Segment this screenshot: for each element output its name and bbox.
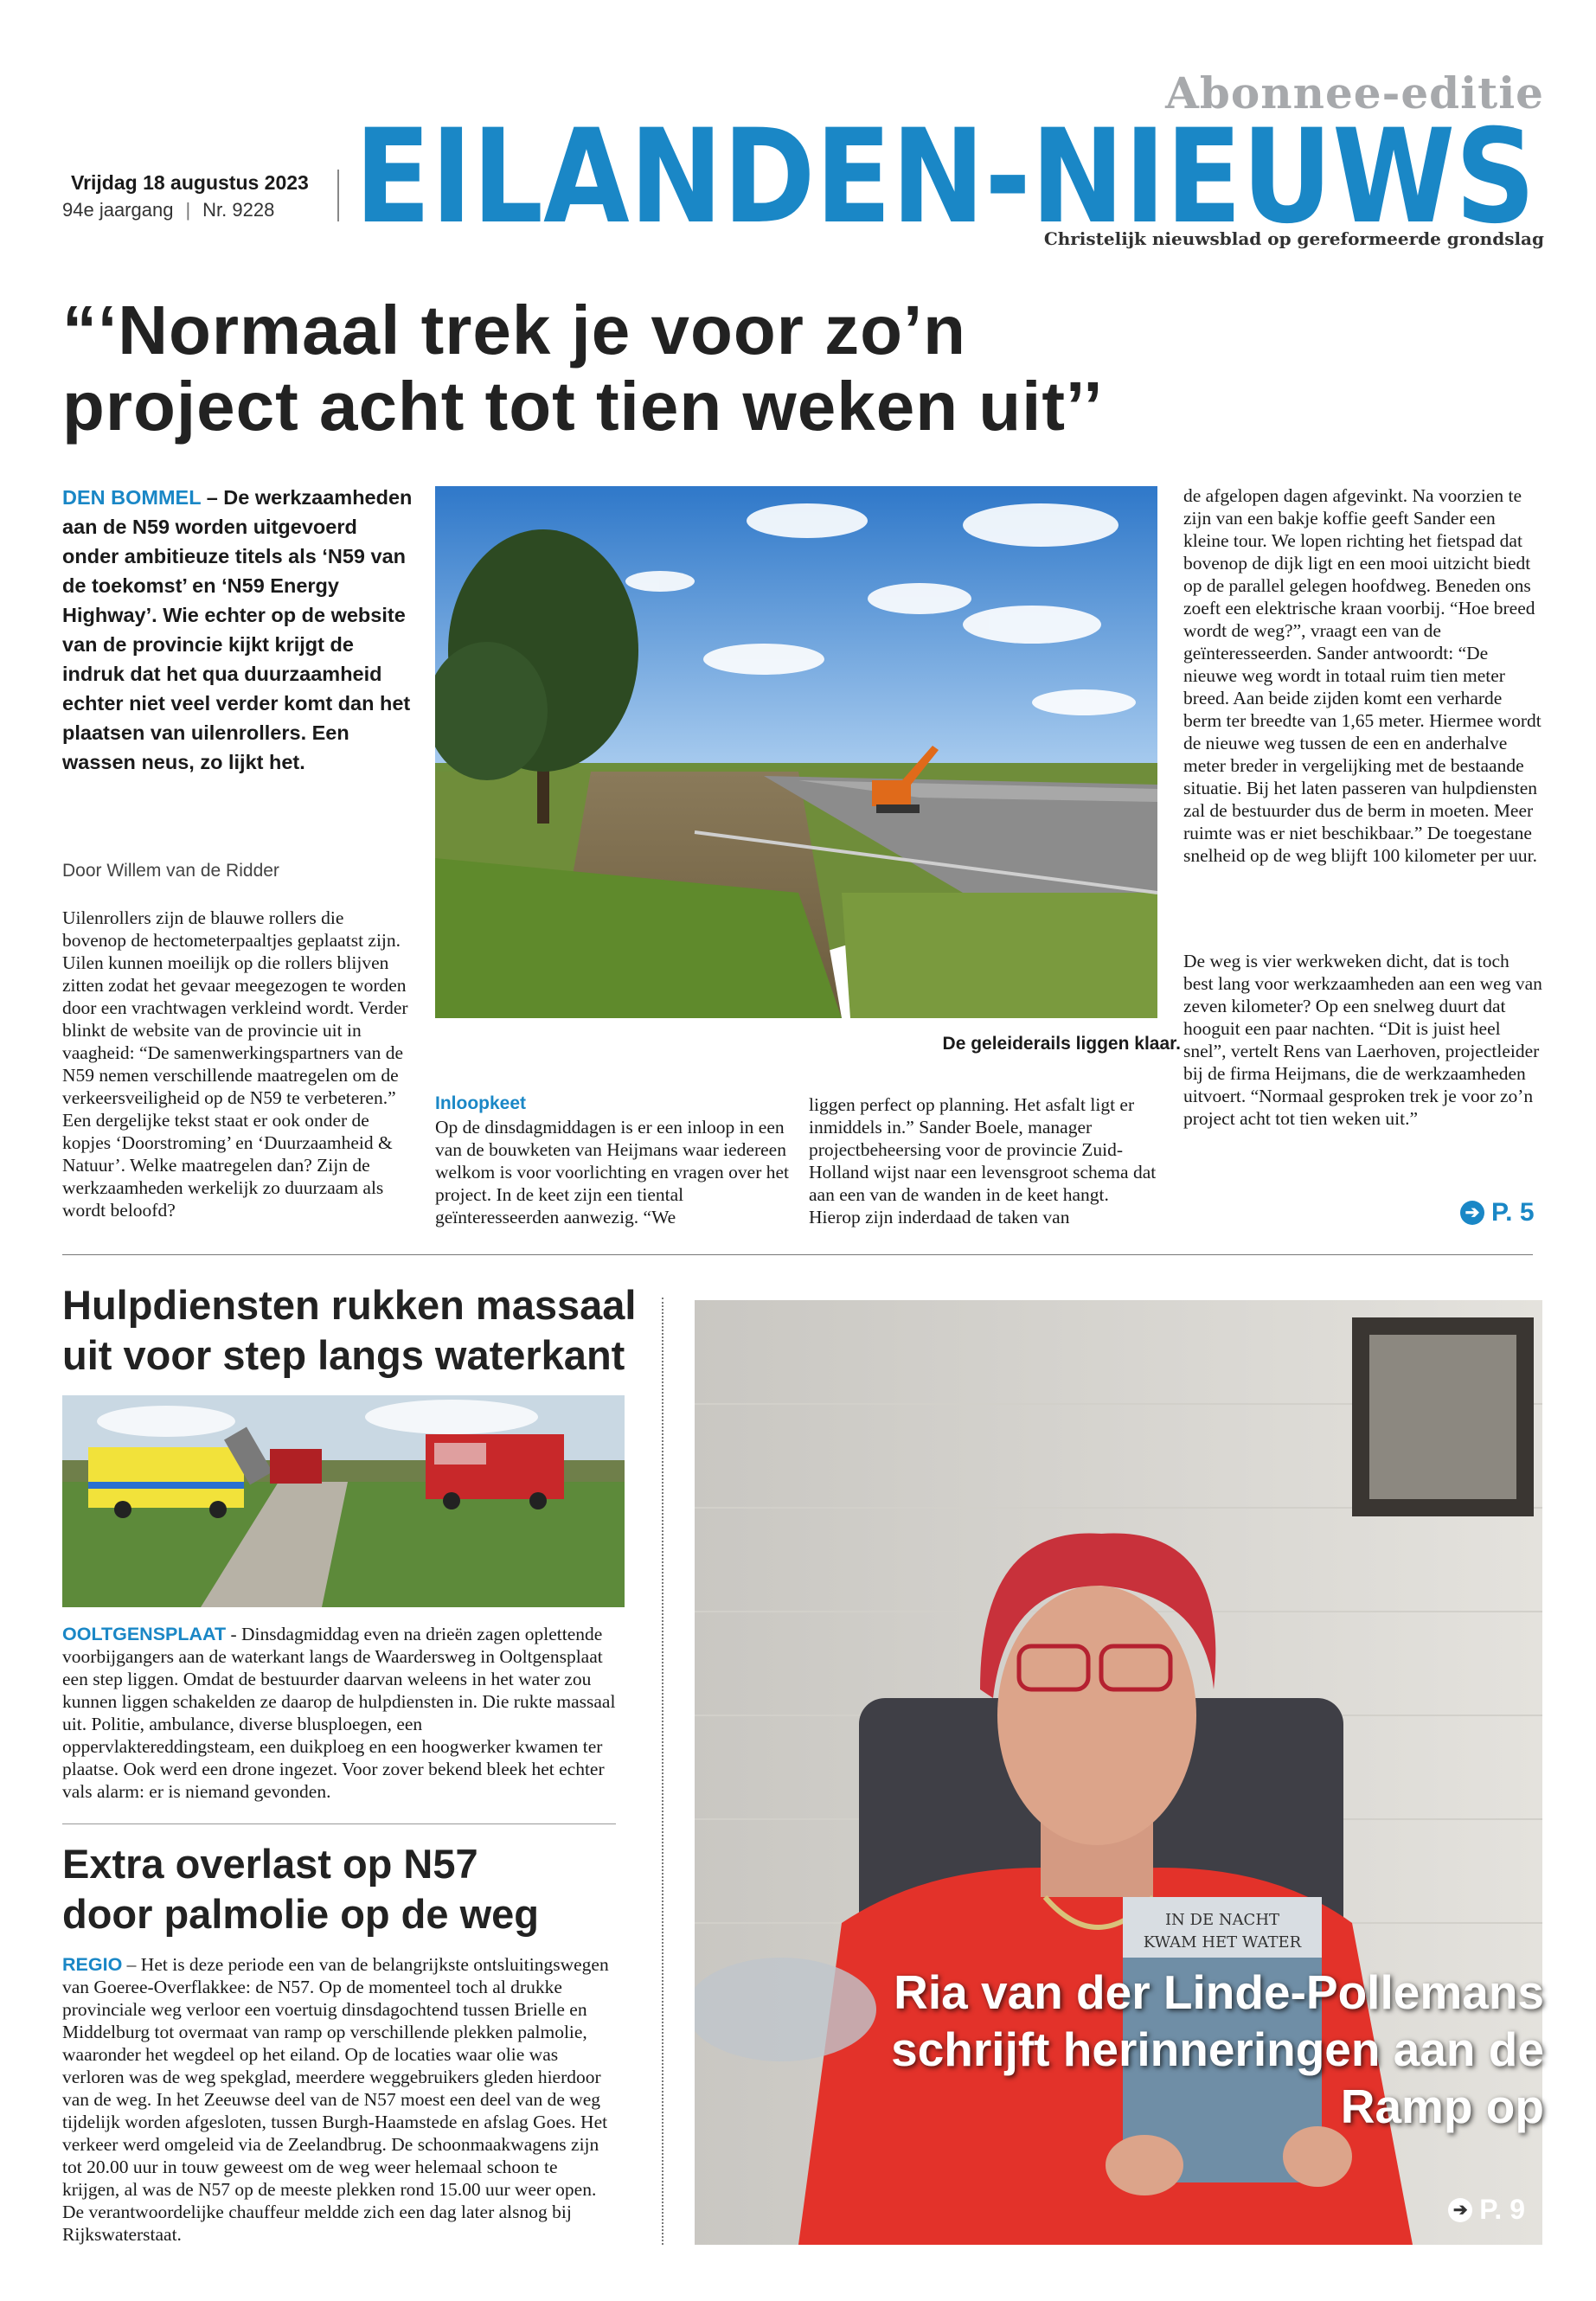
tagline: Christelijk nieuwsblad op gereformeerde grondslag [1043,228,1544,249]
feature-headline-line2: schrijft herinneringen aan de [891,2022,1544,2076]
feature-page-ref: P. 9 [1479,2194,1525,2225]
lead-column-4b: De weg is vier werkweken dicht, dat is toch best lang voor werkzaamheden aan een weg van zeven kilometer? Op een snelweg duurt dat hooguit een paar nachten. “Dit is juist heel snel”, vertelt Rens van Laerhoven, projectleider bij de firma Heijmans, die de werkzaamheden uitvoert. “Normaal gesproken trek je voor zo’n project acht tot tien weken uit.” [1183,951,1542,1129]
lead-intro-text: – De werkzaamheden aan de N59 worden uitgevoerd onder ambitieuze titels als ‘N59 van de toekomst’ en ‘N59 Energy Highway’. Wie echter op de website van de provincie kijkt krijgt de indruk dat het qua duurzaamheid echter niet veel verder komt dan het plaatsen van uilenrollers. Een wassen neus, zo lijkt het. [62,486,413,773]
article3-text: – Het is deze periode een van de belangrijkste ontsluitingswegen van Goeree-Overflakkee: de N57. Op de momenteel toch al drukke provinciale weg verloor een voertuig dinsdagochtend tussen Brielle en Middelburg tot overmaat van ramp op verschillende plekken palmolie, waaronder het wegdeel op het eiland. Op de locaties waar olie was verloren was de weg spekglad, meerdere weggebruikers gleden hierdoor van de weg. In het Zeeuwse deel van de N57 moest een deel van de weg tijdelijk worden afgesloten, tussen Burgh-Haamstede en afslag Goes. Het verkeer werd omgeleid via de Zeelandbrug. De schoonmaakwagens zijn tot 20.00 uur in touw geweest om de weg weer helemaal schoon te krijgen, al was de N57 op de meeste plekken rond 15.00 uur weer open. De verantwoordelijke chauffeur meldde zich een dag later alsnog bij Rijkswaterstaat. [62,1954,609,2245]
issue-info: 94e jaargang | Nr. 9228 [62,199,275,221]
article3-body [62,1953,616,2246]
feature-headline-line3: Ramp op [1340,2080,1544,2133]
article2-text: - Dinsdagmiddag even na drieën zagen oplettende voorbijgangers aan de waterkant langs de Waardersweg in Ooltgensplaat een step liggen. Omdat de bestuurder daarvan weleens in het water zou kunnen liggen schakelden ze daarop de hulpdiensten in. Die rukte massaal uit. Politie, ambulance, diverse blusploegen, een oppervlaktereddingsteam, een duikploeg en een hoogwerker kwamen ter plaatse. Ook werd een drone ingezet. Voor zover bekend bleek het echter vals alarm: er is niemand gevonden. [62,1624,616,1802]
article3-headline-line2: door palmolie op de weg [62,1891,539,1937]
lead-continue-link[interactable] [1460,1198,1535,1227]
arrow-right-icon: ➔ [1460,1201,1484,1225]
column-divider [662,1298,663,2245]
lead-column-2: Op de dinsdagmiddagen is er een inloop in een van de bouwketen van Heijmans waar iedereen welkom is voor voorlichting en vragen over het project. In de keet zijn een tiental geïnteresseerden aanwezig. “We [435,1117,789,1227]
subhead-inloopkeet: Inloopkeet [435,1093,527,1113]
road-construction-photo [435,486,1157,1018]
volume: 94e jaargang [62,199,174,221]
article2-headline-line2: uit voor step langs waterkant [62,1332,625,1378]
masthead-divider [337,170,339,221]
lead-column-4a: de afgelopen dagen afgevinkt. Na voorzien te zijn van een bakje koffie geeft Sander een kleine tour. We lopen richting het fietspad dat bovenop de dijk ligt en een mooi uitzicht biedt op de parallel gelegen hoofdweg. Beneden ons zoeft een elektrische kraan voorbij. “Hoe breed wordt de weg?”, vraagt een van de geïnteresseerden. Sander antwoordt: “De nieuwe weg wordt in totaal ruim tien meter breed. Aan beide zijden komt een verharde berm ter breedte van 1,65 meter. Hiermee wordt de nieuwe weg tussen de een en anderhalve meter breder in vergelijking met de bestaande situatie. Bij het laten passeren van hulpdiensten zal de bestuurder dus de berm in moeten. Meer ruimte was er niet beschikbaar.” De toegestane snelheid op de weg blijft 100 kilometer per uur. [1183,485,1542,866]
article2-dateline: OOLTGENSPLAAT [62,1624,227,1644]
lead-intro [62,483,417,777]
section-divider [62,1254,1533,1255]
lead-column-1: Uilenrollers zijn de blauwe rollers die bovenop de hectometerpaaltjes geplaatst zijn. Uilen kunnen moeilijk op die rollers blijven zitten zodat het gevaar meegezogen te worden door een vrachtwagen verkleind wordt. Verder blinkt de website van de provincie uit in vaagheid: “De samenwerkingspartners van de N59 nemen verschillende maatregelen om de verkeersveiligheid op de N59 te verbeteren.” Een dergelijke tekst staat er ook onder de kopjes ‘Doorstroming’ en ‘Duurzaamheid & Natuur’. Welke maatregelen dan? Zijn de werkzaamheden werkelijk zo duurzaam als wordt beloofd? [62,907,408,1221]
fire-truck [426,1434,564,1509]
lead-dateline: DEN BOMMEL [62,486,202,509]
lead-headline [62,292,1187,445]
arrow-right-icon: ➔ [1448,2198,1472,2222]
article2-body [62,1623,616,1803]
lead-headline-line1: “‘Normaal trek je voor zo’n [62,292,967,369]
book-title-line2: KWAM HET WATER [1143,1933,1302,1952]
emergency-services-photo [62,1395,625,1607]
lead-byline: Door Willem van de Ridder [62,861,279,881]
edition-label: Abonnee-editie [1165,67,1544,119]
article3-dateline: REGIO [62,1954,123,1975]
lead-headline-line2: project acht tot tien weken uit’’ [62,368,1104,445]
logo-text: EILANDEN-NIEUWS [355,111,1535,232]
book-title-line1: IN DE NACHT [1164,1911,1280,1929]
issue-date: Vrijdag 18 augustus 2023 [71,171,309,194]
article-divider [62,1823,616,1824]
article2-headline-line1: Hulpdiensten rukken massaal [62,1282,637,1328]
ambulance [88,1447,244,1518]
article2-headline [62,1280,668,1381]
feature-headline [714,1964,1544,2135]
feature-continue-link[interactable] [1448,2194,1525,2226]
issue-number: Nr. 9228 [202,199,275,221]
framed-photo [1352,1317,1534,1516]
newspaper-logo [355,111,1548,232]
article3-headline-line1: Extra overlast op N57 [62,1841,478,1887]
lead-page-ref: P. 5 [1491,1198,1535,1227]
lead-photo-caption: De geleiderails liggen klaar. [942,1034,1181,1054]
feature-headline-line1: Ria van der Linde-Pollemans [894,1965,1544,2019]
article3-headline [62,1839,668,1939]
lead-column-3: liggen perfect op planning. Het asfalt ligt er inmiddels in.” Sander Boele, manager projectbeheersing voor de provincie Zuid-Holland wijst naar een levensgroot schema dat aan een van de wanden in de keet hangt. Hierop zijn inderdaad de taken van [809,1094,1157,1227]
